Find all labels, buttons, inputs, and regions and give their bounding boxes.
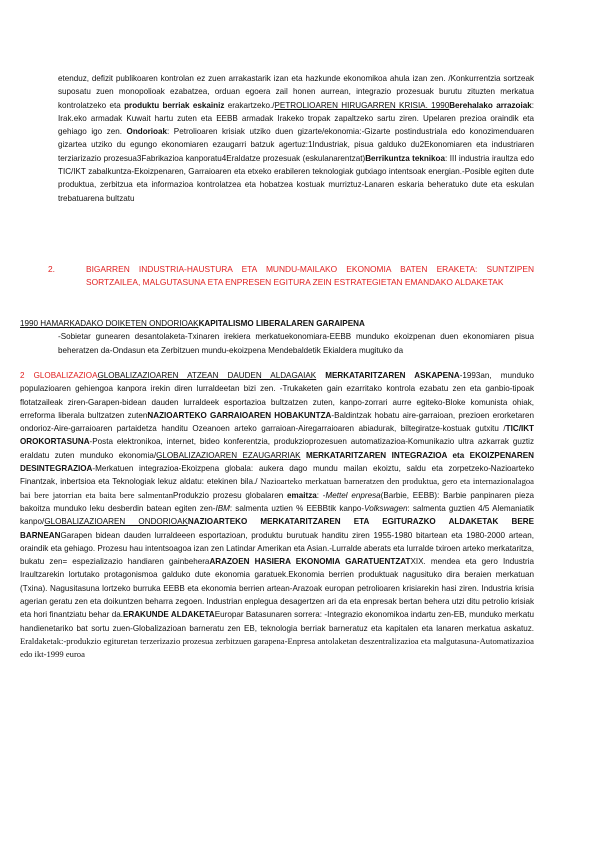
paragraph-1990-adjustments bbox=[20, 317, 534, 357]
bold-text: TIC/IKT OROKORTASUNA bbox=[20, 424, 534, 447]
text-run: : - bbox=[316, 490, 326, 500]
serif-text: Nazioarteko merkatuan barneratzen den produktua, gero eta internazionalagoa bai bere jatorrian eta baita bere salmentan bbox=[20, 476, 534, 500]
bold-text: NAZIOARTEKO GARRAIOAREN HOBAKUNTZA bbox=[147, 410, 332, 420]
bold-text: ARAZOEN HASIERA EKONOMIA GARATUENTZAT bbox=[209, 557, 411, 567]
bold-text: produktu berriak eskainiz bbox=[124, 100, 225, 110]
section-heading-2 bbox=[48, 263, 534, 290]
text-run: -Posta elektronikoa, internet, bideo konferentzia, produkzioprozesuen automatizazioa-Komunikazio ultra azkarrak guztiz eraldatu zuten munduko ekonomia/ bbox=[20, 437, 534, 460]
section-number: 2. bbox=[48, 264, 55, 274]
text-run: -1993an, munduko populazioaren gehiengoa kanpora irekin diren lurraldeetan bizi zen. -Trukaketen gain ezarritako kontrola ezabatu zen eta ganbio-tipoak flotatzaileak ziren-Garapen-bidean dauden lurraldeek esportazioa bultzatzen zuten, kanpo-zorrari aurre egiteko-Bloke komunista ohiak, erreforma liberala bultzatzen zuten bbox=[20, 371, 535, 420]
text-run: : III industria iraultza edo TIC/IKT zabalkuntza-Ekoizpenaren, Garraioaren eta etxeko erabileren teknologiak gutxiago intentsoak energian.-Posible egiten dute produktua, zerbitzua eta informazioa kontrolatzea eta hobatzea kostuak murriztuz-Lanaren eskaria beheratuko dute eta eskulan trebatuarena bultzatu bbox=[58, 153, 534, 203]
bold-text: KAPITALISMO LIBERALAREN GARAIPENA bbox=[198, 319, 365, 328]
bold-text: Ondorioak bbox=[126, 127, 168, 137]
text-run: Produkzio prozesu globalaren bbox=[173, 490, 288, 500]
text-run: -Sobietar gunearen desantolaketa-Txinaren irekiera merkatuekonomiara-EEBB munduko ekoizpenan duen ekonomiaren pisua beheratzen da-Ondasun eta Zerbitzuen mundu-ekoizpena Mendebaldetik Ekialdera mugituko da bbox=[58, 332, 534, 355]
underlined-heading: GLOBALIZAZIOAREN EZAUGARRIAK bbox=[156, 450, 301, 460]
text-run: -Baldintzak hobatu aire-garraioan, prezioen erorketaren ondorioz-Aire-garraioaren partaidetza handitu Ozeanoen arteko garraioan-Airegarraioaren abiadurak, biltegiratze-kostuak gutxitu / bbox=[20, 410, 534, 434]
text-run: (Barbie, EEBB): Barbie panpinaren pieza bakoitza munduko leku desberdin batean egiten zen- bbox=[20, 490, 534, 513]
underlined-heading: 1990 HAMARKADAKO DOIKETEN ONDORIOAK bbox=[20, 319, 199, 328]
text-run: : Petrolioaren krisiak utziko duen gizarte/ekonomia:-Gizarte postindustriala edo konozimenduaren gizartea utziko du egungo ekonomiaren ezaugarri batzuk agertuz:1Industriak, pisua galduko du2Ekonomiaren eta industriaren terziarizazio prozesua3Fabrikazioa kanporatu4Eraldatze prozesuak (eskulanarentzat) bbox=[58, 127, 535, 163]
text-run: -Merkatuen integrazioa-Ekoizpena globala: aukera dago mundu mailan ekoiztu, saldu eta zorpetzeko-Nazioarteko Finantzak, inbertsioa eta Teknologiak lekuz aldatu: etekinen bila./ bbox=[20, 464, 534, 487]
bold-text: emaitza bbox=[287, 490, 317, 500]
text-run: : salmenta guztien 4/5 Alemaniatik kanpo/ bbox=[20, 503, 535, 527]
serif-text: Eraldaketak:-produkzio egituretan terzerizazio prozesua zerbitzuen garapena-Enpresa antolaketan deszentralizazioa eta malgutasuna-Automatizazioa edo ikt-1999 euroa bbox=[20, 635, 534, 660]
text-run: Garapen bidean dauden lurraldeeen esportazioan, produktu burutuak handitu ziren 1955-1980 bitartean eta 1980-2000 artean, oraindik eta gehiago. Prozesu hau intentsoagoa izan zen Latindar Amerikan eta Asian.-Lurralde aberats eta lurralde txiroen arteko merkataritza, bukatu zen= espezializazio handiaren gainbehera bbox=[20, 530, 534, 567]
paragraph-continuation bbox=[58, 330, 534, 357]
italic-text: IBM bbox=[215, 503, 230, 513]
text-run: etenduz, defizit publikoaren kontrolan ez zuen arrakastarik izan eta hazkunde ekonomikoa ahula izan zen. /Konkurrentzia sortzeak suposatu zuen monopolioak ezabatzea, orduan egoera zail honen aurrean, integrazio prozesuak burutu zituzten merkatua kontrolatzeko eta bbox=[58, 74, 534, 110]
bold-text: MERKATARITZAREN INTEGRAZIOA eta EKOIZPENAREN DESINTEGRAZIOA bbox=[20, 450, 534, 474]
list-number: 2 bbox=[20, 371, 25, 380]
bold-text: Berehalako arrazoiak bbox=[449, 100, 532, 110]
paragraph-globalization bbox=[20, 369, 534, 662]
text-run: : Irak.eko armadak Kuwait hartu zuten eta EEBB armadak Irakeko tropak zapaltzeko sartu ziren. Upelaren prezioa oraindik eta gehiago igo zen. bbox=[58, 100, 534, 137]
text-run: : salmenta uztien % EEBBtik kanpo- bbox=[229, 503, 365, 513]
text-run: erakartzeko./ bbox=[224, 100, 275, 110]
red-label: GLOBALIZAZIOA bbox=[33, 371, 98, 380]
underlined-heading: GLOBALIZAZIOAREN ATZEAN DAUDEN ALDAGAIAK bbox=[97, 371, 317, 380]
bold-text: ERAKUNDE ALDAKETA bbox=[122, 610, 215, 620]
paragraph-oil-crisis bbox=[58, 72, 534, 205]
text-run: XIX. mendea eta gero Industria Iraultzarekin lortutako protagonismoa galduko dute ekonomia garatuek.Ekonomia berrien produktuak nagusituko dira beraien merkatuan (Txina). Nagusitasuna lortzeko burruka EEBB eta ekonomia berrien artean-Arazoak europan petrolioaren krisiarekin hasi ziren. Industria krisia agerian geratu zen eta doikuntzen beharra zegoen. Industrian enplegua desagertzen ari da eta enpresak bertan behera utzi ditu petrolio krisiak eta hori finantziatu behar da. bbox=[20, 557, 534, 620]
underlined-heading: GLOBALIZAZIOAREN ONDORIOAK bbox=[44, 517, 188, 527]
italic-text: Mettel enpresa bbox=[325, 490, 381, 500]
underlined-heading: PETROLIOAREN HIRUGARREN KRISIA. 1990 bbox=[274, 100, 450, 110]
bold-text: MERKATARITZAREN ASKAPENA bbox=[316, 371, 460, 380]
bold-text: Berrikuntza teknikoa bbox=[365, 153, 446, 163]
italic-text: Volkswagen bbox=[364, 503, 408, 513]
bold-text: NAZIOARTEKO MERKATARITZAREN ETA EGITURAZKO ALDAKETAK BERE BARNEAN bbox=[20, 517, 534, 540]
text-run: Europar Batasunaren sorrera: -Integrazio ekonomikoa indartu zen-EB, munduko merkatu handienetariko bat sortu zuen-Globalizazioan barneratu zen EB, teknologia berriak barneratuz eta kapitalen eta lanaren merkatua askatuz. bbox=[20, 610, 535, 633]
section-title: BIGARREN INDUSTRIA-HAUSTURA ETA MUNDU-MAILAKO EKONOMIA BATEN ERAKETA: SUNTZIPEN SORTZAILEA, MALGUTASUNA ETA ENPRESEN EGITURA ZEIN ESTRATEGIETAN EMANDAKO ALDAKETAK bbox=[86, 264, 534, 288]
